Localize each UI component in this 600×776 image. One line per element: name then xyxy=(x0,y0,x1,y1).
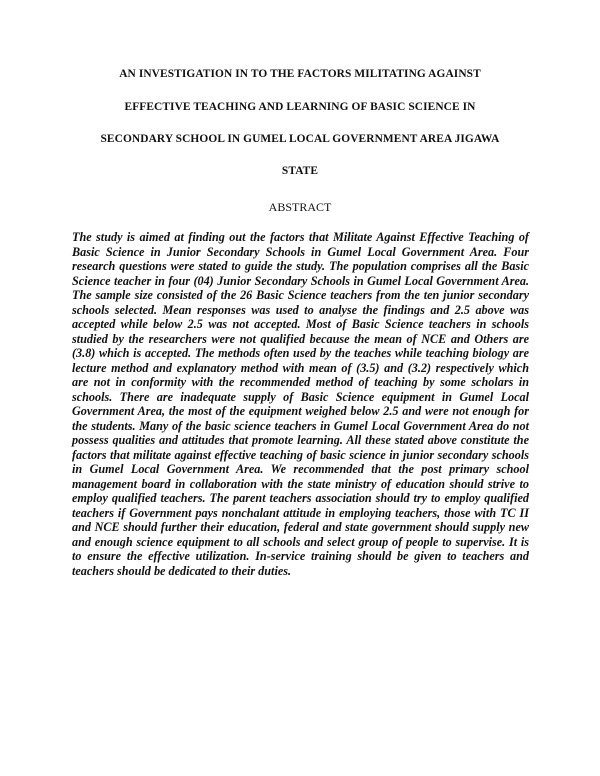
title-line-1: AN INVESTIGATION IN TO THE FACTORS MILITATING AGAINST xyxy=(119,68,481,80)
abstract-body: The study is aimed at finding out the factors that Militate Against Effective Teaching of Basic Science in Junior Secondary Schools in Gumel Local Government Area. Four research questions were stated to guide the study. The population comprises all the Basic Science teacher in four (04) Junior Secondary Schools in Gumel Local Government Area. The sample size consisted of the 26 Basic Science teachers from the ten junior secondary schools selected. Mean responses was used to analyse the findings and 2.5 above was accepted while below 2.5 was not accepted. Most of Basic Science teachers in schools studied by the researchers were not qualified because the mean of NCE and Others are (3.8) which is accepted. The methods often used by the teaches while teaching biology are lecture method and explanatory method with mean of (3.5) and (3.2) respectively which are not in conformity with the recommended method of teaching by some scholars in schools. There are inadequate supply of Basic Science equipment in Gumel Local Government Area, the most of the equipment weighed below 2.5 and were not enough for the students. Many of the basic science teachers in Gumel Local Government Area do not possess qualities and attitudes that promote learning. All these stated above constitute the factors that militate against effective teaching of basic science in junior secondary schools in Gumel Local Government Area. We recommended that the post primary school management board in collaboration with the state ministry of education should strive to employ qualified teachers. The parent teachers association should try to employ qualified teachers if Government pays nonchalant attitude in employing teachers, those with TC II and NCE should further their education, federal and state government should supply new and enough science equipment to all schools and select group of people to supervise. It is to ensure the effective utilization. In-service training should be given to teachers and teachers should be dedicated to their duties. xyxy=(72,230,529,578)
title-line-2: EFFECTIVE TEACHING AND LEARNING OF BASIC SCIENCE IN xyxy=(124,101,476,113)
title-line-3: SECONDARY SCHOOL IN GUMEL LOCAL GOVERNMENT AREA JIGAWA xyxy=(100,133,500,145)
title-line-4: STATE xyxy=(281,165,319,177)
abstract-heading: ABSTRACT xyxy=(268,200,332,214)
